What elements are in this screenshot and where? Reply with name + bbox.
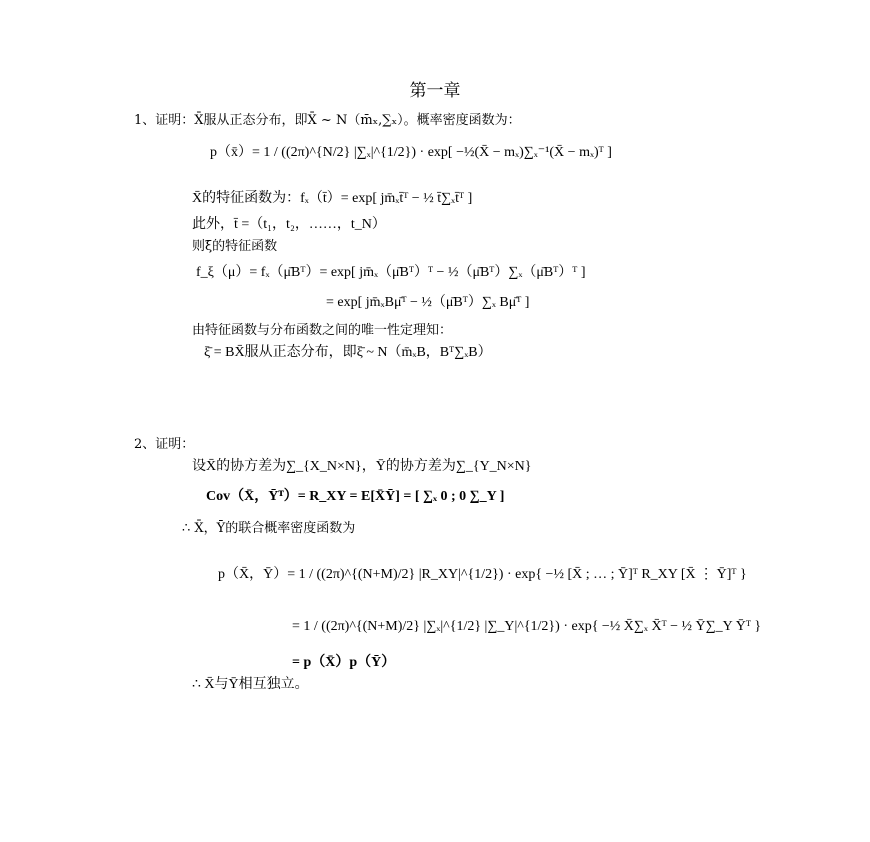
- s1-char-equation-1: f_ξ（μ）= fₓ（μ̄Bᵀ）= exp[ jm̄ₓ（μ̄Bᵀ）ᵀ − ½（μ̄Bᵀ）∑ₓ（μ̄Bᵀ）ᵀ ]: [196, 265, 586, 280]
- s1-xi-char-label: 则ξ̄的特征函数: [192, 239, 278, 254]
- s2-conclusion: ∴ X̄与Ȳ相互独立。: [192, 677, 309, 692]
- s1-char-equation-2: = exp[ jm̄ₓBμ̄ᵀ − ½（μ̄Bᵀ）∑ₓ Bμ̄ᵀ ]: [326, 295, 530, 310]
- chapter-title: 第一章: [409, 81, 461, 101]
- s2-joint-equation-2: = 1 / ((2π)^{(N+M)/2} |∑ₓ|^{1/2} |∑_Y|^{1/2}) · exp{ −½ X̄∑ₓ X̄ᵀ − ½ Ȳ∑_Y Ȳᵀ }: [292, 619, 762, 634]
- s1-conclusion: ξ̄ = BX̄服从正态分布，即ξ̄ ~ N（m̄ₓB，Bᵀ∑ₓB）: [204, 345, 492, 360]
- s1-pdf-equation: p（x̄）= 1 / ((2π)^{N/2} |∑ₓ|^{1/2}) · exp[ −½(X̄ − mₓ)∑ₓ⁻¹(X̄ − mₓ)ᵀ ]: [210, 145, 612, 160]
- s2-joint-equation-3: = p（X̄）p（Ȳ）: [292, 655, 396, 670]
- s1-statement: 1、证明：X̄服从正态分布，即X̄ ~ N（m̄ₓ,∑ₓ）。概率密度函数为：: [134, 113, 521, 128]
- s2-covariance-def: 设X̄的协方差为∑_{X_N×N}，Ȳ的协方差为∑_{Y_N×N}: [192, 459, 532, 474]
- s2-cov-equation: Cov（X̄，Ȳᵀ）= R_XY = E[X̄Ȳ] = [ ∑ₓ 0 ; 0 ∑_Y ]: [206, 489, 505, 504]
- s2-proof-label: 2、证明：: [134, 437, 195, 452]
- s2-joint-pdf-label: ∴ X̄，Ȳ的联合概率密度函数为: [182, 521, 356, 536]
- s1-uniqueness-theorem: 由特征函数与分布函数之间的唯一性定理知：: [192, 323, 453, 338]
- s2-joint-equation-1: p（X̄，Ȳ）= 1 / ((2π)^{(N+M)/2} |R_XY|^{1/2}) · exp{ −½ [X̄ ; … ; Ȳ]ᵀ R_XY [X̄ ⋮ Ȳ]ᵀ }: [218, 567, 747, 582]
- s1-t-definition: 此外，t̄ =（t₁，t₂，……，t_N）: [192, 217, 386, 232]
- s1-char-function: X̄的特征函数为：fₓ（t̄）= exp[ jm̄ₓt̄ᵀ − ½ t̄∑ₓt̄ᵀ ]: [192, 191, 473, 206]
